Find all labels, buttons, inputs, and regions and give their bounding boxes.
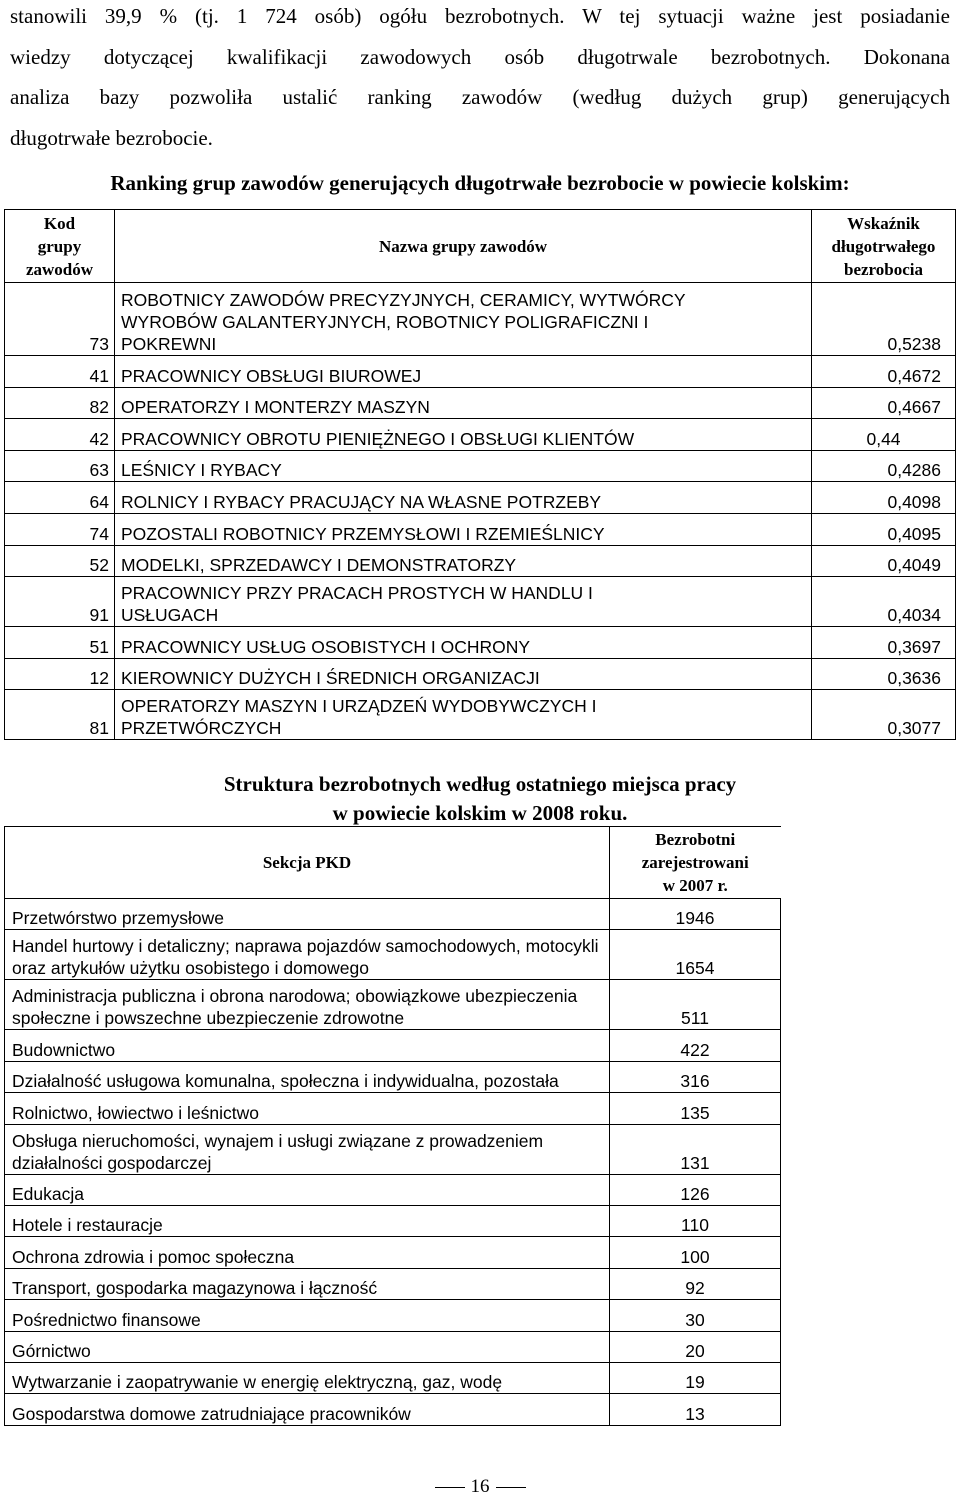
group-code: 91 <box>5 577 115 627</box>
table-row <box>5 283 956 356</box>
table-row <box>5 1362 781 1393</box>
table-row <box>5 513 956 545</box>
unemployed-count: 92 <box>610 1268 781 1299</box>
occupation-group-name: PRACOWNICY OBROTU PIENIĘŻNEGO I OBSŁUGI KLIENTÓW <box>115 419 812 451</box>
occupation-group-name: ROLNICY I RYBACY PRACUJĄCY NA WŁASNE POTRZEBY <box>115 482 812 514</box>
table-row <box>5 1174 781 1205</box>
table-row <box>5 627 956 659</box>
pkd-section-name: Górnictwo <box>5 1331 610 1362</box>
occupation-group-name: PRACOWNICY PRZY PRACACH PROSTYCH W HANDLU I USŁUGACH <box>115 577 812 627</box>
table-row <box>5 1268 781 1299</box>
header-section: Sekcja PKD <box>5 827 610 899</box>
occupation-group-name: MODELKI, SPRZEDAWCY I DEMONSTRATORZY <box>115 545 812 577</box>
table-row <box>5 482 956 514</box>
table-row <box>5 1124 781 1174</box>
pkd-section-name: Wytwarzanie i zaopatrywanie w energię elektryczną, gaz, wodę <box>5 1362 610 1393</box>
unemployed-count: 110 <box>610 1205 781 1236</box>
table-row <box>5 1394 781 1425</box>
pkd-table <box>4 826 781 1426</box>
header-count: Bezrobotni zarejestrowani w 2007 r. <box>610 827 781 899</box>
group-code: 63 <box>5 450 115 482</box>
occupation-group-name: PRACOWNICY USŁUG OSOBISTYCH I OCHRONY <box>115 627 812 659</box>
unemployment-index: 0,5238 <box>812 283 956 356</box>
unemployed-count: 19 <box>610 1362 781 1393</box>
unemployed-count: 20 <box>610 1331 781 1362</box>
pkd-section-name: Hotele i restauracje <box>5 1205 610 1236</box>
intro-line: długotrwałe bezrobocie. <box>10 125 213 150</box>
unemployment-index: 0,4667 <box>812 387 956 419</box>
table-row <box>5 1237 781 1268</box>
group-code: 73 <box>5 283 115 356</box>
unemployment-index: 0,4672 <box>812 356 956 388</box>
unemployment-index: 0,4095 <box>812 513 956 545</box>
group-code: 12 <box>5 658 115 690</box>
group-code: 42 <box>5 419 115 451</box>
pkd-section-name: Edukacja <box>5 1174 610 1205</box>
unemployed-count: 30 <box>610 1300 781 1331</box>
unemployment-index: 0,3077 <box>812 690 956 740</box>
pkd-section-name: Ochrona zdrowia i pomoc społeczna <box>5 1237 610 1268</box>
occupation-group-name: LEŚNICY I RYBACY <box>115 450 812 482</box>
occupation-group-name: OPERATORZY MASZYN I URZĄDZEŃ WYDOBYWCZYCH I PRZETWÓRCZYCH <box>115 690 812 740</box>
unemployed-count: 135 <box>610 1093 781 1124</box>
intro-line: wiedzy dotyczącej kwalifikacji zawodowych osób długotrwale bezrobotnych. Dokonana <box>10 44 950 69</box>
table-row <box>5 1300 781 1331</box>
page-number: 16 <box>0 1476 960 1498</box>
unemployed-count: 100 <box>610 1237 781 1268</box>
table-row <box>5 899 781 930</box>
unemployed-count: 511 <box>610 980 781 1030</box>
pkd-section-name: Pośrednictwo finansowe <box>5 1300 610 1331</box>
unemployment-index: 0,4049 <box>812 545 956 577</box>
unemployed-count: 316 <box>610 1061 781 1092</box>
unemployed-count: 1654 <box>610 930 781 980</box>
intro-paragraph <box>10 0 950 158</box>
unemployment-index: 0,44 <box>812 419 956 451</box>
unemployment-index: 0,4098 <box>812 482 956 514</box>
pkd-section-name: Transport, gospodarka magazynowa i łączność <box>5 1268 610 1299</box>
occupation-group-name: OPERATORZY I MONTERZY MASZYN <box>115 387 812 419</box>
table-row <box>5 658 956 690</box>
ranking-table <box>4 209 956 740</box>
group-code: 74 <box>5 513 115 545</box>
unemployment-index: 0,4286 <box>812 450 956 482</box>
pkd-header-row <box>5 827 781 899</box>
unemployed-count: 126 <box>610 1174 781 1205</box>
pkd-section-name: Handel hurtowy i detaliczny; naprawa pojazdów samochodowych, motocykli oraz artykułów użytku osobistego i domowego <box>5 930 610 980</box>
occupation-group-name: PRACOWNICY OBSŁUGI BIUROWEJ <box>115 356 812 388</box>
pkd-section-name: Administracja publiczna i obrona narodowa; obowiązkowe ubezpieczenia społeczne i powszechne ubezpieczenie zdrowotne <box>5 980 610 1030</box>
group-code: 51 <box>5 627 115 659</box>
group-code: 41 <box>5 356 115 388</box>
ranking-header-row <box>5 210 956 283</box>
table-row <box>5 577 956 627</box>
table-row <box>5 1205 781 1236</box>
group-code: 81 <box>5 690 115 740</box>
table-row <box>5 980 781 1030</box>
pkd-section-name: Gospodarstwa domowe zatrudniające pracowników <box>5 1394 610 1425</box>
pkd-section-name: Przetwórstwo przemysłowe <box>5 899 610 930</box>
group-code: 52 <box>5 545 115 577</box>
header-name: Nazwa grupy zawodów <box>115 210 812 283</box>
pkd-section-name: Rolnictwo, łowiectwo i leśnictwo <box>5 1093 610 1124</box>
header-code: Kod grupy zawodów <box>5 210 115 283</box>
table-row <box>5 690 956 740</box>
table-row <box>5 545 956 577</box>
intro-line: analiza bazy pozwoliła ustalić ranking zawodów (według dużych grup) generujących <box>10 85 950 109</box>
unemployed-count: 13 <box>610 1394 781 1425</box>
occupation-group-name: ROBOTNICY ZAWODÓW PRECYZYJNYCH, CERAMICY, WYTWÓRCY WYROBÓW GALANTERYJNYCH, ROBOTNICY POLIGRAFICZNI I POKREWNI <box>115 283 812 356</box>
group-code: 64 <box>5 482 115 514</box>
occupation-group-name: POZOSTALI ROBOTNICY PRZEMYSŁOWI I RZEMIEŚLNICY <box>115 513 812 545</box>
group-code: 82 <box>5 387 115 419</box>
table-row <box>5 419 956 451</box>
table-row <box>5 1030 781 1061</box>
unemployed-count: 131 <box>610 1124 781 1174</box>
pkd-title: Struktura bezrobotnych według ostatniego miejsca pracy w powiecie kolskim w 2008 roku. <box>223 772 737 825</box>
unemployed-count: 422 <box>610 1030 781 1061</box>
pkd-section-name: Działalność usługowa komunalna, społeczna i indywidualna, pozostała <box>5 1061 610 1092</box>
header-index: Wskaźnik długotrwałego bezrobocia <box>812 210 956 283</box>
table-row <box>5 356 956 388</box>
unemployment-index: 0,3697 <box>812 627 956 659</box>
table-row <box>5 450 956 482</box>
occupation-group-name: KIEROWNICY DUŻYCH I ŚREDNICH ORGANIZACJI <box>115 658 812 690</box>
ranking-title: Ranking grup zawodów generujących długotrwałe bezrobocie w powiecie kolskim: <box>110 171 850 195</box>
table-row <box>5 1061 781 1092</box>
pkd-section-name: Obsługa nieruchomości, wynajem i usługi związane z prowadzeniem działalności gospodarczej <box>5 1124 610 1174</box>
unemployed-count: 1946 <box>610 899 781 930</box>
table-row <box>5 1331 781 1362</box>
table-row <box>5 930 781 980</box>
pkd-section-name: Budownictwo <box>5 1030 610 1061</box>
table-row <box>5 1093 781 1124</box>
unemployment-index: 0,4034 <box>812 577 956 627</box>
intro-line: stanowili 39,9 % (tj. 1 724 osób) ogółu bezrobotnych. W tej sytuacji ważne jest posiadanie <box>10 4 950 28</box>
table-row <box>5 387 956 419</box>
unemployment-index: 0,3636 <box>812 658 956 690</box>
